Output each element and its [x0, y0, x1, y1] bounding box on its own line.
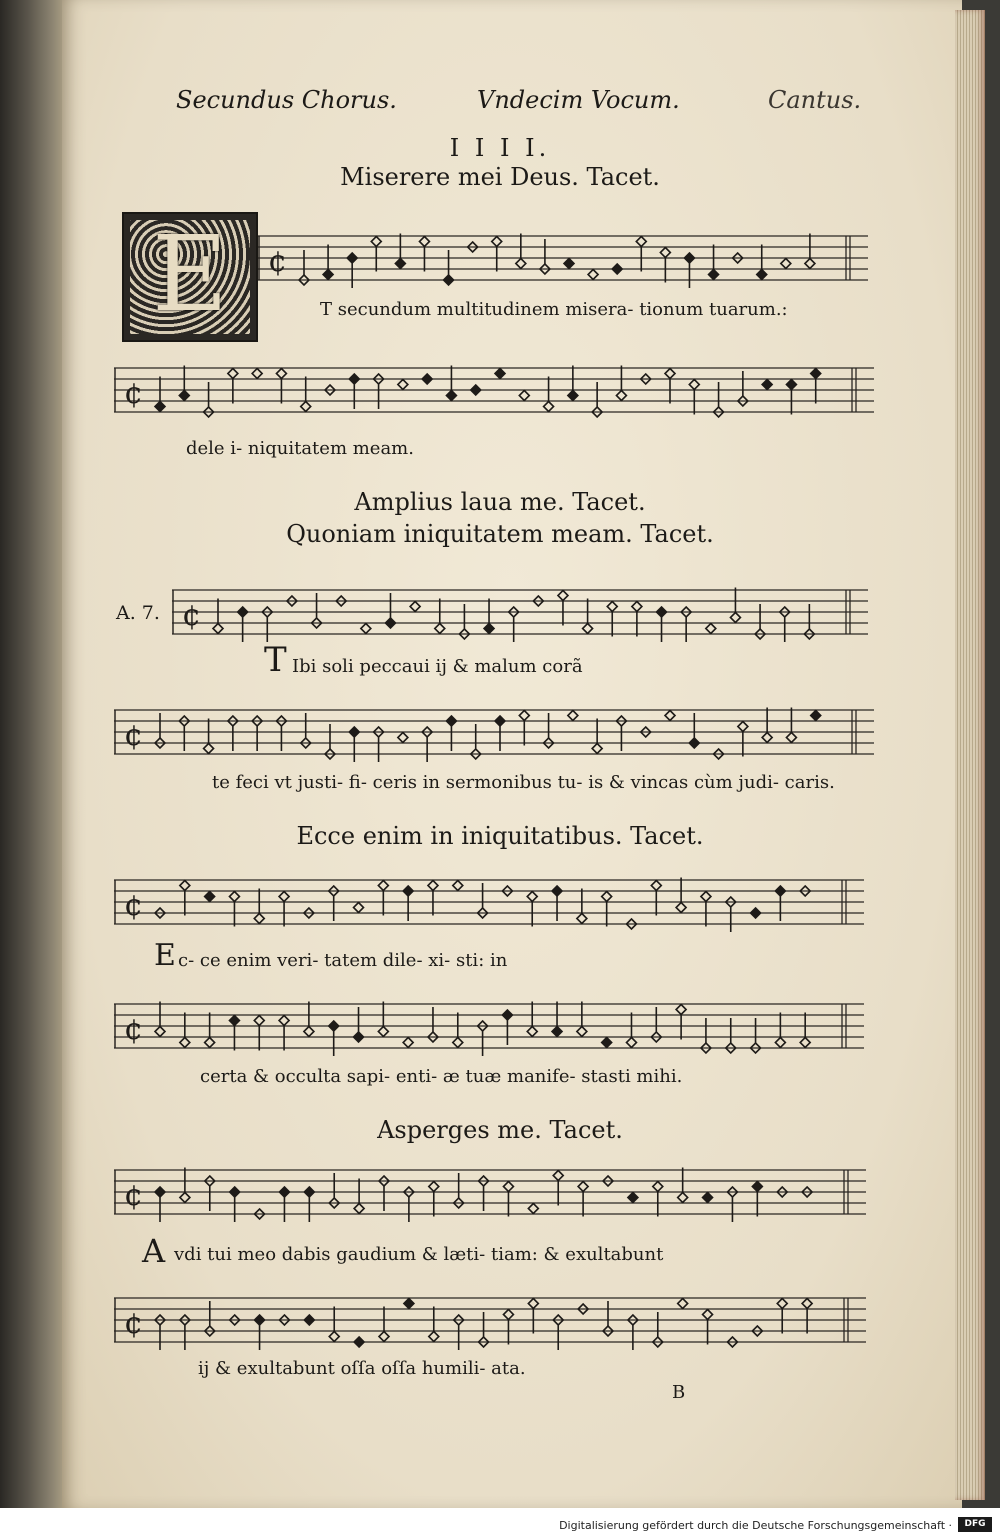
section-1-incipit: Miserere mei Deus. Tacet.: [340, 163, 660, 191]
lyrics-line: dele i- niquitatem meam.: [186, 438, 414, 459]
running-head-left: Secundus Chorus.: [176, 86, 397, 114]
svg-text:¢: ¢: [124, 376, 144, 411]
svg-text:¢: ¢: [124, 1306, 144, 1341]
lyrics-line: te feci vt justi- fi- ceris in sermonibus tu- is & vincas cùm judi- caris.: [212, 772, 835, 793]
running-head-center: Vndecim Vocum.: [477, 86, 680, 114]
book-binding: [0, 0, 70, 1539]
music-staff: [258, 226, 868, 298]
music-staff: [114, 1160, 866, 1232]
initial-letter: T: [264, 640, 287, 680]
svg-text:¢: ¢: [124, 1012, 144, 1047]
running-head-right: Cantus.: [768, 86, 862, 114]
page-edges: [955, 10, 985, 1500]
music-staff: [114, 700, 874, 772]
decorated-initial: E: [122, 212, 258, 342]
music-staff: [114, 870, 864, 942]
lyrics-line: T secundum multitudinem misera- tionum tuarum.:: [320, 299, 788, 320]
piece-number: I I I I.: [449, 134, 551, 162]
lyrics-line: certa & occulta sapi- enti- æ tuæ manife- stasti mihi.: [200, 1066, 683, 1087]
svg-text:¢: ¢: [182, 598, 202, 633]
lyrics-line: vdi tui meo dabis gaudium & læti- tiam: & exultabunt: [174, 1244, 664, 1265]
music-staff: [114, 1288, 866, 1360]
dfg-logo: DFG: [958, 1517, 992, 1532]
svg-text:¢: ¢: [268, 244, 288, 279]
section-3-incipit: Ecce enim in iniquitatibus. Tacet.: [296, 822, 704, 850]
lyrics-line: c- ce enim veri- tatem dile- xi- sti: in: [178, 950, 508, 971]
initial-letter: A: [142, 1232, 166, 1270]
lyrics-line: ij & exultabunt oſſa oſſa humili- ata.: [198, 1358, 526, 1379]
svg-text:¢: ¢: [124, 718, 144, 753]
section-4-incipit: Asperges me. Tacet.: [377, 1116, 623, 1144]
footer-credit: Digitalisierung gefördert durch die Deutsche Forschungsgemeinschaft ·: [559, 1519, 952, 1532]
lyrics-line: Ibi soli peccaui ij & malum corã: [292, 656, 583, 677]
svg-text:¢: ¢: [124, 1178, 144, 1213]
music-staff: [114, 358, 874, 430]
signature-mark: B: [672, 1382, 686, 1403]
initial-letter: E: [154, 938, 176, 973]
mode-mark: A. 7.: [116, 602, 160, 624]
section-2-incipit: Amplius laua me. Tacet.: [354, 488, 646, 516]
svg-text:¢: ¢: [124, 888, 144, 923]
music-staff: [114, 994, 864, 1066]
section-2-incipit-2: Quoniam iniquitatem meam. Tacet.: [286, 520, 714, 548]
